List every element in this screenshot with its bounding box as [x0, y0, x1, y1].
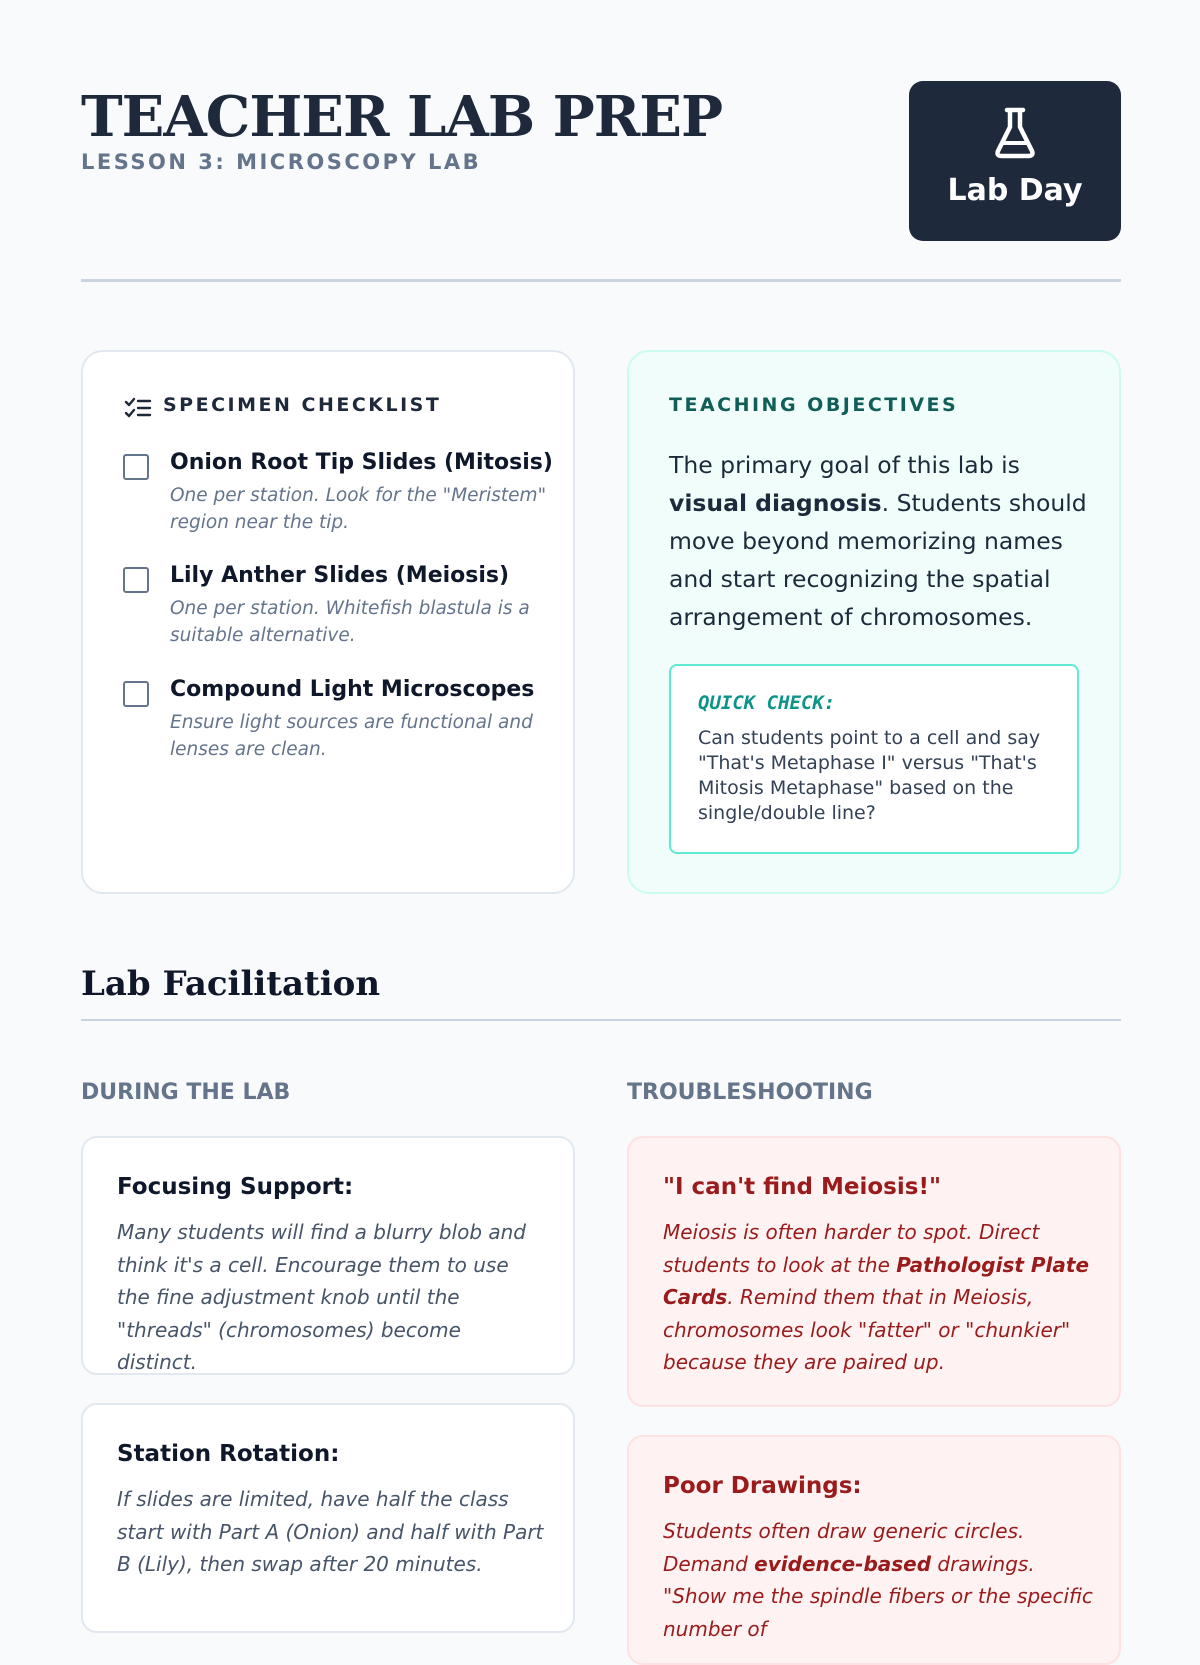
- quick-check-box: [669, 664, 1079, 854]
- objectives-heading: TEACHING OBJECTIVES: [669, 394, 959, 416]
- tip-card-rotation: [81, 1403, 575, 1633]
- trouble-text-bold: Pathologist Plate Cards: [663, 1252, 1090, 1309]
- troubleshooting-heading: TROUBLESHOOTING: [627, 1080, 873, 1105]
- objectives-text-pre: The primary goal of this lab is: [669, 451, 1020, 479]
- trouble-text-post: . Remind them that in Meiosis, chromosomes look "fatter" or "chunkier" because they are paired up.: [663, 1285, 1071, 1374]
- checklist-item-title: Onion Root Tip Slides (Mitosis): [170, 450, 553, 475]
- section-divider: [81, 1019, 1121, 1021]
- page-header: [81, 80, 1121, 242]
- quick-check-text: Can students point to a cell and say "That's Metaphase I" versus "That's Mitosis Metaphase" based on the single/double line?: [698, 727, 1041, 824]
- trouble-text-bold: evidence-based: [754, 1551, 932, 1576]
- trouble-text: [663, 1515, 1093, 1645]
- lab-day-label: Lab Day: [947, 173, 1083, 208]
- objectives-text-bold: visual diagnosis: [669, 489, 882, 517]
- page-title: TEACHER LAB PREP: [81, 84, 723, 150]
- flask-icon: [993, 107, 1037, 159]
- tip-text: Many students will find a blurry blob and think it's a cell. Encourage them to use the fine adjustment knob until the "threads" (chromosomes) become distinct.: [117, 1220, 526, 1374]
- checklist-heading: SPECIMEN CHECKLIST: [163, 394, 442, 416]
- section-title-facilitation: Lab Facilitation: [81, 964, 381, 1004]
- checklist-item-desc: One per station. Look for the "Meristem" region near the tip.: [170, 485, 547, 533]
- checkbox-onion[interactable]: [123, 454, 149, 480]
- trouble-text-pre: Meiosis is often harder to spot. Direct students to look at the: [663, 1220, 1040, 1277]
- trouble-card-meiosis: [627, 1136, 1121, 1407]
- trouble-text-pre: Students often draw generic circles. Demand: [663, 1519, 1025, 1576]
- quick-check-label: QUICK CHECK:: [698, 692, 836, 714]
- trouble-text-post: drawings. "Show me the spindle fibers or the specific number of: [663, 1551, 1093, 1641]
- trouble-title: Poor Drawings:: [663, 1473, 862, 1499]
- checklist-icon: [125, 397, 151, 419]
- objectives-text-post: . Students should move beyond memorizing names and start recognizing the spatial arrangement of chromosomes.: [669, 489, 1087, 631]
- page-subtitle: LESSON 3: MICROSCOPY LAB: [81, 150, 482, 174]
- header-divider: [81, 279, 1121, 282]
- teaching-objectives-card: [627, 350, 1121, 894]
- checklist-item-desc: One per station. Whitefish blastula is a suitable alternative.: [170, 598, 530, 646]
- tip-card-focusing: [81, 1136, 575, 1375]
- checkbox-microscopes[interactable]: [123, 681, 149, 707]
- during-lab-heading: DURING THE LAB: [81, 1080, 291, 1105]
- objectives-text: [669, 446, 1089, 636]
- specimen-checklist-card: [81, 350, 575, 894]
- checklist-item-title: Compound Light Microscopes: [170, 677, 535, 702]
- lab-prep-page: [81, 0, 1121, 1641]
- trouble-card-drawings: [627, 1435, 1121, 1665]
- trouble-title: "I can't find Meiosis!": [663, 1174, 941, 1200]
- tip-title: Focusing Support:: [117, 1174, 354, 1200]
- checklist-item-desc: Ensure light sources are functional and lenses are clean.: [170, 712, 533, 760]
- trouble-text: [663, 1216, 1093, 1379]
- lab-day-badge: [909, 81, 1121, 241]
- tip-title: Station Rotation:: [117, 1441, 340, 1467]
- tip-text: If slides are limited, have half the class start with Part A (Onion) and half with Part B (Lily), then swap after 20 minutes.: [117, 1487, 544, 1576]
- checkbox-lily[interactable]: [123, 567, 149, 593]
- checklist-item-title: Lily Anther Slides (Meiosis): [170, 563, 510, 588]
